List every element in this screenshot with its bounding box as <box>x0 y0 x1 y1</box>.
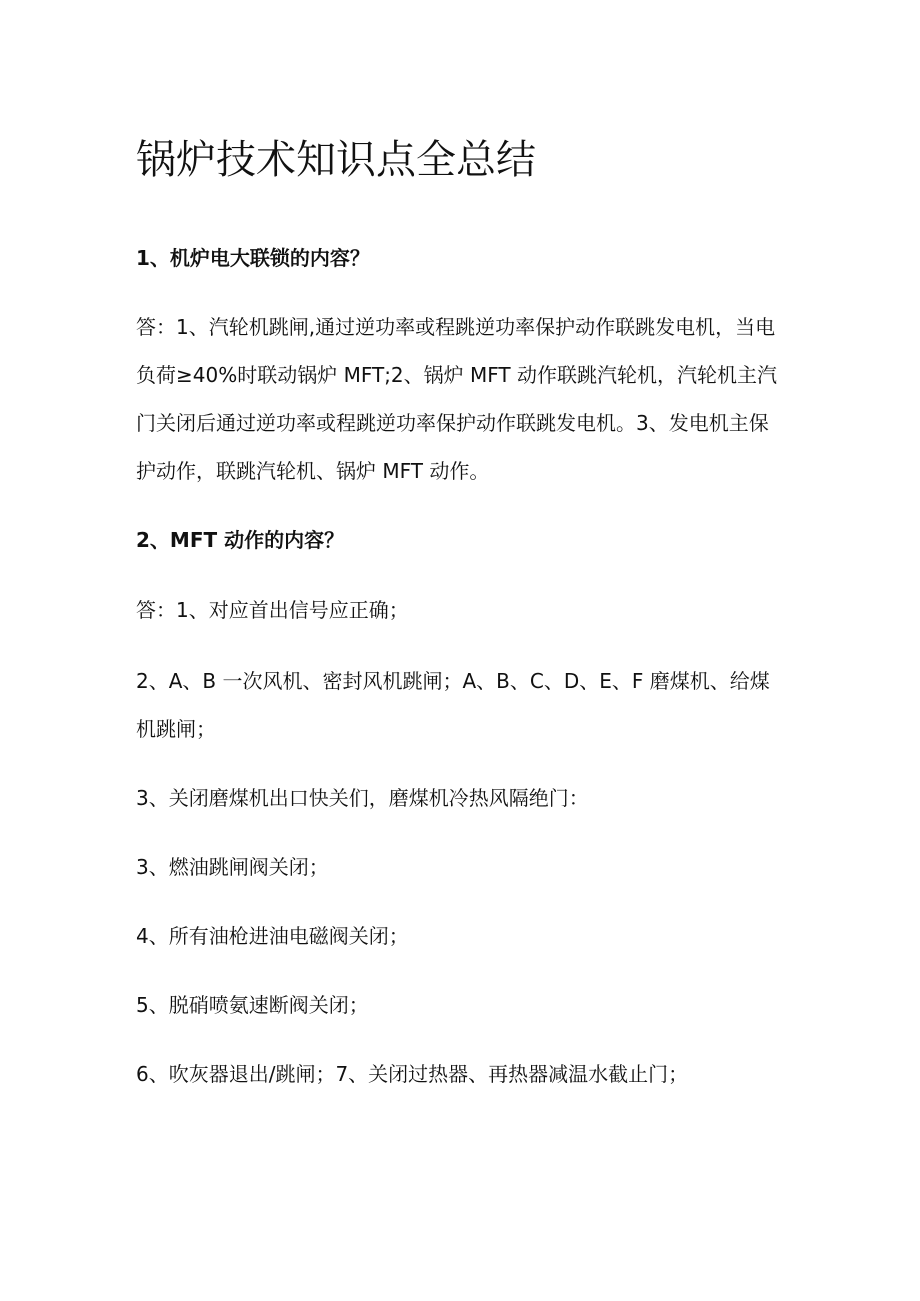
question-1-answer-line-3: 门关闭后通过逆功率或程跳逆功率保护动作联跳发电机。3、发电机主保 <box>136 411 769 435</box>
question-1-answer-line-4: 护动作，联跳汽轮机、锅炉 MFT 动作。 <box>136 459 490 483</box>
question-2-answer-line-4: 3、关闭磨煤机出口快关们，磨煤机冷热风隔绝门： <box>136 786 589 810</box>
document-title: 锅炉技术知识点全总结 <box>136 137 536 183</box>
question-2-answer-line-3: 机跳闸； <box>136 717 216 741</box>
question-2-answer-line-1: 答：1、对应首出信号应正确； <box>136 598 409 622</box>
question-2-answer-line-7: 5、脱硝喷氨速断阀关闭； <box>136 993 369 1017</box>
question-1-answer-line-1: 答：1、汽轮机跳闸,通过逆功率或程跳逆功率保护动作联跳发电机，当电 <box>136 315 776 339</box>
question-1-answer-line-2: 负荷≥40%时联动锅炉 MFT;2、锅炉 MFT 动作联跳汽轮机，汽轮机主汽 <box>136 363 777 387</box>
question-2-answer-line-6: 4、所有油枪进油电磁阀关闭； <box>136 924 409 948</box>
question-2-answer-line-2: 2、A、B 一次风机、密封风机跳闸；A、B、C、D、E、F 磨煤机、给煤 <box>136 669 770 693</box>
question-2-answer-line-8: 6、吹灰器退出/跳闸；7、关闭过热器、再热器减温水截止门； <box>136 1062 689 1086</box>
question-1-heading: 1、机炉电大联锁的内容？ <box>136 246 370 270</box>
question-2-answer-line-5: 3、燃油跳闸阀关闭； <box>136 855 329 879</box>
question-2-heading: 2、MFT 动作的内容？ <box>136 528 345 552</box>
